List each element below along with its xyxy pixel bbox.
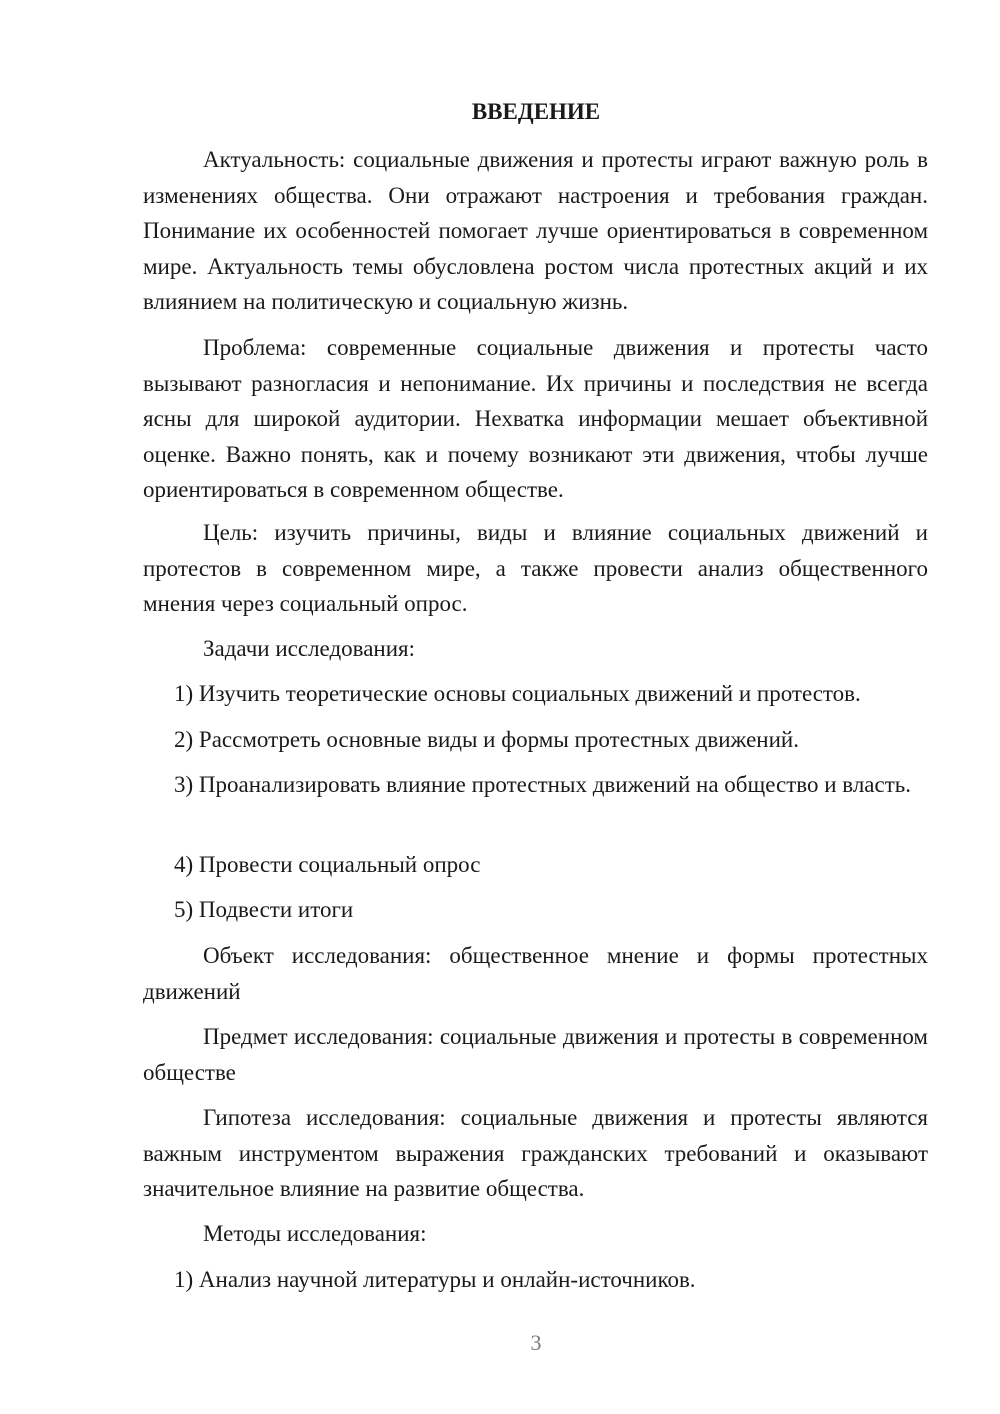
problem-paragraph: Проблема: современные социальные движения и протесты часто вызывают разногласия и непонимание. Их причины и последствия не всегда ясны для широкой аудитории. Нехватка информации мешает объективной оценке. Важно понять, как и почему возникают эти движения, чтобы лучше ориентироваться в современном обществе.: [143, 335, 928, 502]
task-item-1: 1) Изучить теоретические основы социальных движений и протестов.: [174, 681, 861, 706]
task-item-4: 4) Провести социальный опрос: [174, 852, 481, 877]
section-heading: ВВЕДЕНИЕ: [471, 99, 601, 124]
task-item-2: 2) Рассмотреть основные виды и формы протестных движений.: [174, 727, 799, 752]
relevance-paragraph: Актуальность: социальные движения и протесты играют важную роль в изменениях общества. Они отражают настроения и требования граждан. Понимание их особенностей помогает лучше ориентироваться в современном мире. Актуальность темы обусловлена ростом числа протестных акций и их влиянием на политическую и социальную жизнь.: [143, 147, 928, 314]
task-item-3: 3) Проанализировать влияние протестных движений на общество и власть.: [174, 772, 912, 797]
goal-paragraph: Цель: изучить причины, виды и влияние социальных движений и протестов в современном мире, а также провести анализ общественного мнения через социальный опрос.: [143, 520, 928, 616]
hypothesis-paragraph: Гипотеза исследования: социальные движения и протесты являются важным инструментом выражения гражданских требований и оказывают значительное влияние на развитие общества.: [143, 1105, 928, 1201]
methods-title: Методы исследования:: [203, 1221, 427, 1246]
method-item-1: 1) Анализ научной литературы и онлайн-источников.: [174, 1267, 696, 1292]
tasks-title: Задачи исследования:: [203, 636, 416, 661]
object-paragraph: Объект исследования: общественное мнение и формы протестных движений: [143, 943, 928, 1004]
task-item-5: 5) Подвести итоги: [174, 897, 354, 922]
subject-paragraph: Предмет исследования: социальные движения и протесты в современном обществе: [143, 1024, 928, 1085]
page-number: 3: [530, 1330, 542, 1355]
